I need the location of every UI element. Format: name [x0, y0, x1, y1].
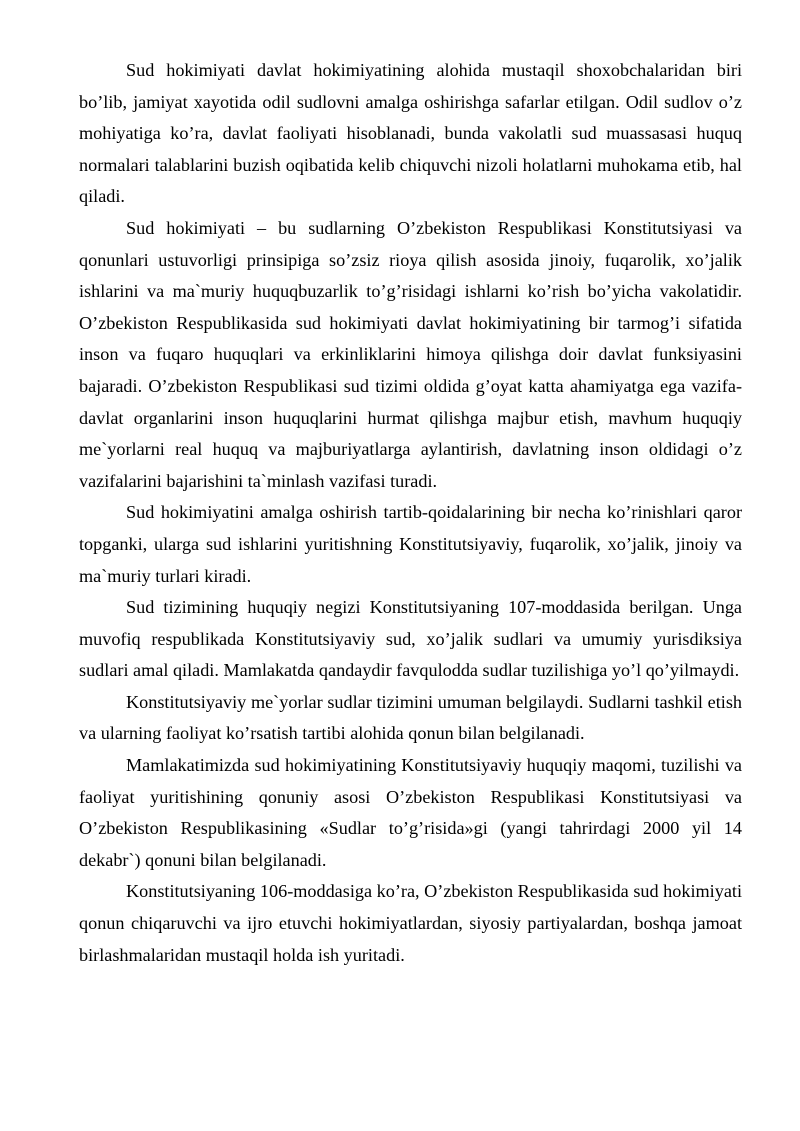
paragraph-3: Sud hokimiyatini amalga oshirish tartib-qoidalarining bir necha ko’rinishlari qaror topganki, ularga sud ishlarini yuritishning Konstitutsiyaviy, fuqarolik, xo’jalik, jinoiy va ma`muriy turlari kiradi.: [79, 502, 742, 586]
document-body: [79, 55, 742, 971]
paragraph-2: Sud hokimiyati – bu sudlarning O’zbekiston Respublikasi Konstitutsiyasi va qonunlari ustuvorligi prinsipiga so’zsiz rioya qilish asosida jinoiy, fuqarolik, xo’jalik ishlarini va ma`muriy huquqbuzarlik to’g’risidagi ishlarni ko’rish bo’yicha vakolatidir. O’zbekiston Respublikasida sud hokimiyati davlat hokimiyatining bir tarmog’i sifatida inson va fuqaro huquqlari va erkinliklarini himoya qilishga doir davlat funksiyasini bajaradi. O’zbekiston Respublikasi sud tizimi oldida g’oyat katta ahamiyatga ega vazifa-davlat organlarini inson huquqlarini hurmat qilishga majbur etish, mavhum huquqiy me`yorlarni real huquq va majburiyatlarga aylantirish, davlatning inson oldidagi o’z vazifalarini bajarishini ta`minlash vazifasi turadi.: [79, 217, 742, 491]
paragraph-4: Sud tizimining huquqiy negizi Konstitutsiyaning 107-moddasida berilgan. Unga muvofiq respublikada Konstitutsiyaviy sud, xo’jalik sudlari va umumiy yurisdiksiya sudlari amal qiladi. Mamlakatda qandaydir favqulodda sudlar tuzilishiga yo’l qo’yilmaydi.: [79, 597, 742, 681]
paragraph-5: Konstitutsiyaviy me`yorlar sudlar tizimini umuman belgilaydi. Sudlarni tashkil etish va ularning faoliyat ko’rsatish tartibi alohida qonun bilan belgilanadi.: [79, 691, 742, 744]
paragraph-1: Sud hokimiyati davlat hokimiyatining alohida mustaqil shoxobchalaridan biri bo’lib, jamiyat xayotida odil sudlovni amalga oshirishga safarlar etilgan. Odil sudlov o’z mohiyatiga ko’ra, davlat faoliyati hisoblanadi, bunda vakolatli sud muassasasi huquq normalari talablarini buzish oqibatida kelib chiquvchi nizoli holatlarni muhokama etib, hal qiladi.: [79, 60, 742, 207]
paragraph-7: Konstitutsiyaning 106-moddasiga ko’ra, O’zbekiston Respublikasida sud hokimiyati qonun chiqaruvchi va ijro etuvchi hokimiyatlardan, siyosiy partiyalardan, boshqa jamoat birlashmalaridan mustaqil holda ish yuritadi.: [79, 881, 742, 965]
paragraph-6: Mamlakatimizda sud hokimiyatining Konstitutsiyaviy huquqiy maqomi, tuzilishi va faoliyat yuritishining qonuniy asosi O’zbekiston Respublikasi Konstitutsiyasi va O’zbekiston Respublikasining «Sudlar to’g’risida»gi (yangi tahrirdagi 2000 yil 14 dekabr`) qonuni bilan belgilanadi.: [79, 755, 742, 870]
